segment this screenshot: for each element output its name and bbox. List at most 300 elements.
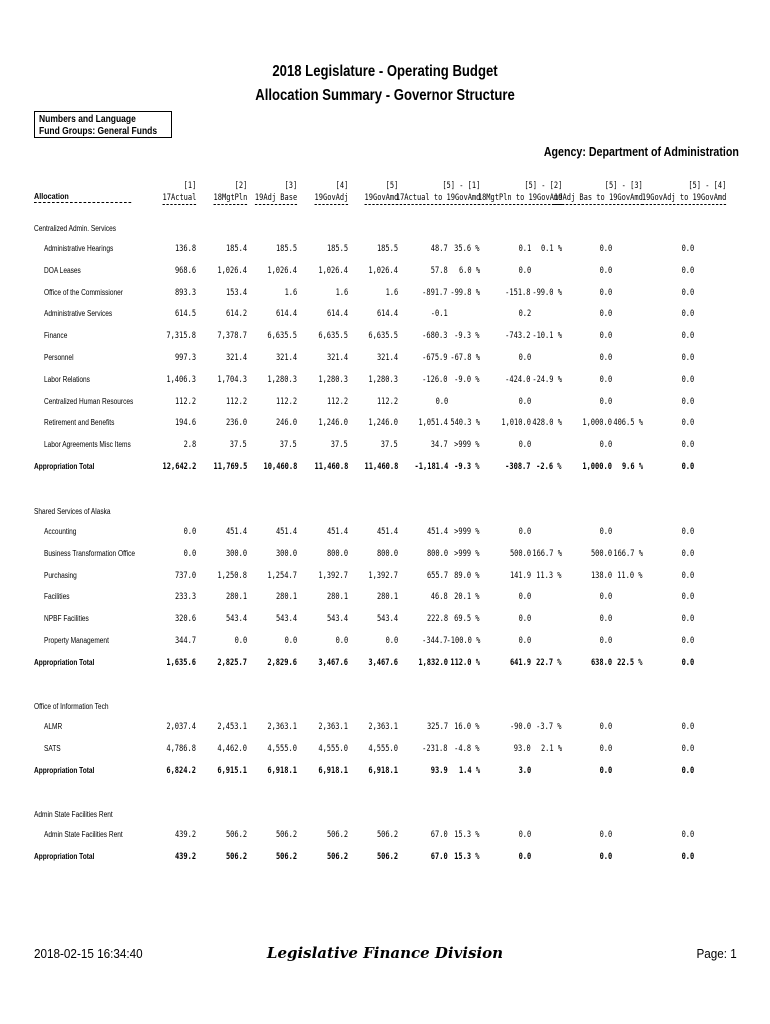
cell-col-4: 506.2 (326, 851, 348, 862)
cell-col-5: 1.6 (385, 287, 398, 298)
cell-col-10: 0.0 (599, 353, 612, 363)
cell-col-5: 3,467.6 (368, 657, 398, 668)
cell-col-4: 2,363.1 (318, 722, 348, 732)
row-label: Personnel (44, 353, 74, 362)
cell-col-12: 0.0 (681, 592, 694, 603)
cell-col-1: 7,315.8 (166, 331, 196, 342)
cell-col-10: 0.0 (599, 396, 612, 407)
footer-page-number: Page: 1 (696, 946, 737, 961)
cell-col-4: 614.4 (326, 309, 348, 320)
cell-col-12: 0.0 (681, 657, 694, 668)
cell-col-12: 0.0 (681, 830, 694, 840)
cell-col-9: -99.0 % (532, 287, 562, 298)
cell-col-4: 37.5 (331, 440, 348, 451)
cell-col-8: 3.0 (518, 765, 531, 776)
cell-col-6: 0.0 (435, 396, 448, 407)
cell-col-2: 451.4 (225, 527, 247, 537)
cell-col-8: -90.0 (509, 722, 531, 732)
column-header-label: 19GovAdj to 19GovAmd (641, 193, 726, 203)
cell-col-4: 11,460.8 (314, 462, 348, 472)
cell-col-7: 16.0 % (454, 722, 480, 732)
cell-col-7: -67.8 % (450, 353, 480, 363)
cell-col-12: 0.0 (681, 374, 694, 385)
cell-col-12: 0.0 (681, 309, 694, 320)
column-header-label: 18MgtPln (213, 193, 247, 203)
cell-col-7: 540.3 % (450, 418, 480, 429)
cell-col-5: 37.5 (381, 440, 398, 451)
cell-col-3: 614.4 (275, 309, 297, 320)
cell-col-8: 0.1 (518, 244, 531, 254)
report-subtitle: Allocation Summary - Governor Structure (255, 87, 515, 104)
cell-col-1: 194.6 (174, 418, 196, 429)
fund-box-line1: Numbers and Language (39, 114, 136, 125)
cell-col-8: -151.8 (505, 287, 531, 298)
cell-col-10: 0.0 (599, 374, 612, 385)
row-label: Administrative Hearings (44, 244, 114, 253)
allocation-row (0, 830, 770, 842)
cell-col-8: 0.0 (518, 851, 531, 862)
cell-col-6: -680.3 (422, 331, 448, 342)
row-label: Appropriation Total (34, 765, 95, 775)
cell-col-5: 1,026.4 (368, 265, 398, 276)
cell-col-3: 112.2 (275, 396, 297, 407)
cell-col-12: 0.0 (681, 331, 694, 342)
cell-col-7: -9.3 % (454, 462, 480, 472)
cell-col-3: 280.1 (275, 592, 297, 603)
row-label: Retirement and Benefits (44, 418, 115, 428)
column-header-8 (554, 180, 643, 205)
cell-col-1: 1,635.6 (166, 657, 196, 668)
cell-col-2: 1,026.4 (217, 265, 247, 276)
cell-col-4: 112.2 (326, 396, 348, 407)
cell-col-12: 0.0 (681, 548, 694, 559)
allocation-row (0, 549, 770, 561)
allocation-row (0, 309, 770, 321)
cell-col-4: 800.0 (326, 548, 348, 559)
cell-col-10: 0.0 (599, 851, 612, 862)
allocation-row (0, 266, 770, 278)
cell-col-6: 67.0 (431, 851, 448, 862)
cell-col-8: 500.0 (509, 548, 531, 559)
section-heading: Centralized Admin. Services (34, 224, 117, 233)
allocation-row (0, 375, 770, 387)
cell-col-8: 0.0 (518, 636, 531, 646)
column-header-label: 18MgtPln to 19GovAmd (477, 193, 562, 203)
cell-col-4: 1.6 (335, 287, 348, 298)
cell-col-2: 300.0 (225, 548, 247, 559)
cell-col-1: 997.3 (174, 353, 196, 363)
cell-col-12: 0.0 (681, 462, 694, 472)
cell-col-10: 0.0 (599, 527, 612, 537)
row-label: Labor Relations (44, 374, 90, 384)
cell-col-7: -100.0 % (446, 636, 480, 646)
row-label: Accounting (44, 527, 77, 536)
cell-col-4: 1,280.3 (318, 374, 348, 385)
cell-col-4: 1,246.0 (318, 418, 348, 429)
cell-col-10: 0.0 (599, 440, 612, 451)
cell-col-8: 93.0 (514, 743, 531, 754)
column-header-label: 19Adj Bas to 19GovAmd (554, 193, 643, 203)
cell-col-6: 93.9 (431, 765, 448, 776)
agency-label: Agency: Department of Administration (543, 144, 739, 159)
cell-col-1: 4,786.8 (166, 743, 196, 754)
cell-col-2: 614.2 (225, 309, 247, 320)
cell-col-2: 2,825.7 (217, 657, 247, 668)
cell-col-8: 0.0 (518, 527, 531, 537)
cell-col-5: 800.0 (376, 548, 398, 559)
cell-col-6: 48.7 (431, 244, 448, 254)
cell-col-5: 185.5 (376, 244, 398, 254)
cell-col-8: 0.0 (518, 614, 531, 625)
cell-col-8: 0.0 (518, 353, 531, 363)
allocation-row (0, 397, 770, 409)
appropriation-total-row (0, 852, 770, 864)
cell-col-10: 0.0 (599, 331, 612, 342)
cell-col-3: 185.5 (275, 244, 297, 254)
footer-brand: Legislative Finance Division (266, 944, 504, 962)
cell-col-6: -344.7 (422, 636, 448, 646)
cell-col-12: 0.0 (681, 636, 694, 646)
cell-col-2: 112.2 (225, 396, 247, 407)
row-label: Centralized Human Resources (44, 396, 134, 406)
cell-col-4: 4,555.0 (318, 743, 348, 754)
allocation-row (0, 288, 770, 300)
cell-col-8: 641.9 (509, 657, 531, 668)
cell-col-6: 655.7 (426, 570, 448, 581)
cell-col-2: 4,462.0 (217, 743, 247, 754)
column-header-number: [5] - [4] (687, 181, 726, 191)
cell-col-10: 0.0 (599, 287, 612, 298)
cell-col-1: 893.3 (174, 287, 196, 298)
cell-col-12: 0.0 (681, 287, 694, 298)
cell-col-3: 4,555.0 (267, 743, 297, 754)
section-heading: Admin State Facilities Rent (34, 810, 113, 819)
cell-col-3: 37.5 (280, 440, 297, 451)
cell-col-3: 0.0 (284, 636, 297, 646)
cell-col-6: 34.7 (431, 440, 448, 451)
column-header-label: 17Actual (162, 193, 196, 203)
column-header-2 (213, 180, 247, 205)
cell-col-2: 280.1 (225, 592, 247, 603)
cell-col-10: 1,000.0 (582, 462, 612, 472)
cell-col-12: 0.0 (681, 244, 694, 254)
cell-col-12: 0.0 (681, 722, 694, 732)
cell-col-3: 506.2 (275, 830, 297, 840)
cell-col-10: 0.0 (599, 765, 612, 776)
cell-col-4: 506.2 (326, 830, 348, 840)
cell-col-7: -4.8 % (454, 743, 480, 754)
cell-col-3: 6,635.5 (267, 331, 297, 342)
allocation-row (0, 592, 770, 604)
cell-col-2: 506.2 (225, 851, 247, 862)
cell-col-8: 0.0 (518, 830, 531, 840)
cell-col-1: 6,824.2 (166, 765, 196, 776)
column-header-number: [4] (335, 181, 348, 191)
cell-col-5: 1,280.3 (368, 374, 398, 385)
cell-col-11: 166.7 % (613, 548, 643, 559)
cell-col-6: -231.8 (422, 743, 448, 754)
cell-col-1: 439.2 (174, 830, 196, 840)
column-header-number: [5] - [2] (523, 181, 562, 191)
row-label: DOA Leases (44, 265, 81, 275)
cell-col-5: 280.1 (376, 592, 398, 603)
cell-col-3: 1,280.3 (267, 374, 297, 385)
cell-col-8: 0.0 (518, 440, 531, 451)
cell-col-10: 0.0 (599, 743, 612, 754)
cell-col-10: 138.0 (590, 570, 612, 581)
column-header-label: 19GovAdj (314, 193, 348, 203)
cell-col-7: 35.6 % (454, 244, 480, 254)
cell-col-10: 0.0 (599, 265, 612, 276)
column-header-7 (477, 180, 562, 205)
cell-col-10: 500.0 (590, 548, 612, 559)
cell-col-1: 1,406.3 (166, 374, 196, 385)
cell-col-1: 112.2 (174, 396, 196, 407)
row-label: ALMR (44, 722, 63, 731)
fund-group-box (34, 111, 172, 138)
cell-col-10: 1,000.0 (582, 418, 612, 429)
cell-col-9: -2.6 % (536, 462, 562, 472)
cell-col-8: -743.2 (505, 331, 531, 342)
cell-col-6: 57.8 (431, 265, 448, 276)
allocation-row (0, 331, 770, 343)
cell-col-4: 280.1 (326, 592, 348, 603)
cell-col-7: >999 % (454, 440, 480, 451)
cell-col-5: 4,555.0 (368, 743, 398, 754)
cell-col-4: 6,918.1 (318, 765, 348, 776)
cell-col-6: 222.8 (426, 614, 448, 625)
cell-col-2: 321.4 (225, 353, 247, 363)
cell-col-9: 428.0 % (532, 418, 562, 429)
cell-col-11: 9.6 % (621, 462, 643, 472)
cell-col-12: 0.0 (681, 265, 694, 276)
allocation-row (0, 353, 770, 365)
cell-col-5: 543.4 (376, 614, 398, 625)
column-header-number: [1] (183, 181, 196, 191)
cell-col-6: -126.0 (422, 374, 448, 385)
cell-col-4: 6,635.5 (318, 331, 348, 342)
cell-col-1: 2,037.4 (166, 722, 196, 732)
cell-col-3: 6,918.1 (267, 765, 297, 776)
cell-col-8: 0.0 (518, 396, 531, 407)
cell-col-1: 12,642.2 (162, 462, 196, 472)
cell-col-5: 614.4 (376, 309, 398, 320)
cell-col-1: 344.7 (174, 636, 196, 646)
cell-col-10: 0.0 (599, 722, 612, 732)
cell-col-6: 325.7 (426, 722, 448, 732)
row-label: Purchasing (44, 570, 77, 580)
cell-col-9: 2.1 % (540, 743, 562, 754)
cell-col-4: 451.4 (326, 527, 348, 537)
column-header-1 (162, 180, 196, 205)
cell-col-10: 0.0 (599, 636, 612, 646)
cell-col-10: 0.0 (599, 592, 612, 603)
cell-col-3: 321.4 (275, 353, 297, 363)
cell-col-1: 0.0 (183, 548, 196, 559)
cell-col-2: 1,250.8 (217, 570, 247, 581)
row-label: Appropriation Total (34, 657, 95, 667)
cell-col-3: 543.4 (275, 614, 297, 625)
row-label: Facilities (44, 592, 70, 602)
cell-col-3: 1.6 (284, 287, 297, 298)
appropriation-total-row (0, 766, 770, 778)
row-label: Finance (44, 331, 68, 341)
row-label: NPBF Facilities (44, 614, 89, 624)
row-label: Appropriation Total (34, 462, 95, 471)
cell-col-5: 321.4 (376, 353, 398, 363)
cell-col-4: 543.4 (326, 614, 348, 625)
cell-col-5: 112.2 (376, 396, 398, 407)
column-header-label: 19GovAmd (364, 193, 398, 203)
cell-col-7: -9.3 % (454, 331, 480, 342)
cell-col-4: 1,026.4 (318, 265, 348, 276)
appropriation-total-row (0, 658, 770, 670)
cell-col-7: 15.3 % (454, 830, 480, 840)
cell-col-7: 89.0 % (454, 570, 480, 581)
column-header-number: [5] (385, 181, 398, 191)
cell-col-6: -891.7 (422, 287, 448, 298)
column-header-4 (314, 180, 348, 205)
cell-col-9: -3.7 % (536, 722, 562, 732)
cell-col-12: 0.0 (681, 418, 694, 429)
cell-col-6: 1,051.4 (418, 418, 448, 429)
cell-col-5: 2,363.1 (368, 722, 398, 732)
cell-col-3: 1,254.7 (267, 570, 297, 581)
cell-col-10: 0.0 (599, 614, 612, 625)
cell-col-7: -99.8 % (450, 287, 480, 298)
row-label: Appropriation Total (34, 851, 95, 861)
section-heading: Office of Information Tech (34, 702, 109, 711)
column-header-number: [2] (234, 181, 247, 191)
cell-col-7: 112.0 % (450, 657, 480, 668)
cell-col-1: 320.6 (174, 614, 196, 625)
row-label: Labor Agreements Misc Items (44, 440, 131, 450)
cell-col-3: 451.4 (275, 527, 297, 537)
row-label: Administrative Services (44, 309, 113, 319)
cell-col-9: 22.7 % (536, 657, 562, 668)
cell-col-6: 800.0 (426, 548, 448, 559)
cell-col-4: 185.5 (326, 244, 348, 254)
cell-col-12: 0.0 (681, 765, 694, 776)
cell-col-3: 506.2 (275, 851, 297, 862)
cell-col-6: 1,832.0 (418, 657, 448, 668)
cell-col-12: 0.0 (681, 353, 694, 363)
cell-col-6: -0.1 (431, 309, 448, 320)
cell-col-7: >999 % (454, 548, 480, 559)
allocation-row (0, 636, 770, 648)
allocation-row (0, 440, 770, 452)
cell-col-9: 11.3 % (536, 570, 562, 581)
cell-col-4: 1,392.7 (318, 570, 348, 581)
cell-col-6: 67.0 (431, 830, 448, 840)
allocation-row (0, 418, 770, 430)
row-label: Admin State Facilities Rent (44, 830, 123, 839)
allocation-row (0, 571, 770, 583)
column-header-number: [3] (284, 181, 297, 191)
cell-col-5: 11,460.8 (364, 462, 398, 472)
cell-col-6: -1,181.4 (414, 462, 448, 472)
cell-col-3: 1,026.4 (267, 265, 297, 276)
column-header-number: [5] - [1] (441, 181, 480, 191)
cell-col-2: 236.0 (225, 418, 247, 429)
cell-col-8: 0.0 (518, 265, 531, 276)
cell-col-1: 968.6 (174, 265, 196, 276)
report-title: 2018 Legislature - Operating Budget (272, 63, 498, 80)
section-heading: Shared Services of Alaska (34, 507, 111, 516)
cell-col-2: 0.0 (234, 636, 247, 646)
cell-col-7: 20.1 % (454, 592, 480, 603)
cell-col-6: 451.4 (426, 527, 448, 537)
cell-col-4: 3,467.6 (318, 657, 348, 668)
row-label: SATS (44, 743, 61, 753)
cell-col-1: 737.0 (174, 570, 196, 581)
cell-col-11: 11.0 % (617, 570, 643, 581)
cell-col-9: -24.9 % (532, 374, 562, 385)
cell-col-3: 246.0 (275, 418, 297, 429)
cell-col-2: 543.4 (225, 614, 247, 625)
cell-col-3: 300.0 (275, 548, 297, 559)
cell-col-1: 0.0 (183, 527, 196, 537)
column-header-label: 19Adj Base (254, 193, 297, 203)
cell-col-1: 233.3 (174, 592, 196, 603)
footer-timestamp: 2018-02-15 16:34:40 (34, 946, 143, 961)
cell-col-7: >999 % (454, 527, 480, 537)
cell-col-9: 0.1 % (540, 244, 562, 254)
cell-col-7: 69.5 % (454, 614, 480, 625)
cell-col-12: 0.0 (681, 743, 694, 754)
cell-col-5: 451.4 (376, 527, 398, 537)
cell-col-7: 6.0 % (458, 265, 480, 276)
cell-col-12: 0.0 (681, 396, 694, 407)
column-header-5 (364, 180, 398, 205)
column-header-3 (255, 180, 297, 205)
row-label: Business Transformation Office (44, 548, 136, 558)
cell-col-2: 11,769.5 (213, 462, 247, 472)
cell-col-7: -9.0 % (454, 374, 480, 385)
cell-col-5: 6,635.5 (368, 331, 398, 342)
row-label: Property Management (44, 636, 109, 645)
allocation-row (0, 722, 770, 734)
allocation-row (0, 744, 770, 756)
cell-col-12: 0.0 (681, 440, 694, 451)
cell-col-8: 0.0 (518, 592, 531, 603)
cell-col-12: 0.0 (681, 614, 694, 625)
cell-col-9: 166.7 % (532, 548, 562, 559)
allocation-row (0, 527, 770, 539)
cell-col-9: -10.1 % (532, 331, 562, 342)
cell-col-2: 2,453.1 (217, 722, 247, 732)
cell-col-10: 0.0 (599, 309, 612, 320)
column-header-label: 17Actual to 19GovAmd (395, 193, 480, 203)
cell-col-1: 2.8 (183, 440, 196, 451)
cell-col-2: 6,915.1 (217, 765, 247, 776)
cell-col-10: 0.0 (599, 830, 612, 840)
cell-col-5: 506.2 (376, 830, 398, 840)
cell-col-3: 2,829.6 (267, 657, 297, 668)
appropriation-total-row (0, 462, 770, 474)
cell-col-8: -424.0 (505, 374, 531, 385)
cell-col-5: 6,918.1 (368, 765, 398, 776)
cell-col-8: 141.9 (509, 570, 531, 581)
cell-col-8: 1,010.0 (501, 418, 531, 429)
allocation-row (0, 614, 770, 626)
fund-box-line2: Fund Groups: General Funds (39, 126, 158, 137)
cell-col-8: 0.2 (518, 309, 531, 320)
cell-col-5: 1,392.7 (368, 570, 398, 581)
cell-col-1: 439.2 (174, 851, 196, 862)
cell-col-4: 0.0 (335, 636, 348, 646)
cell-col-12: 0.0 (681, 851, 694, 862)
